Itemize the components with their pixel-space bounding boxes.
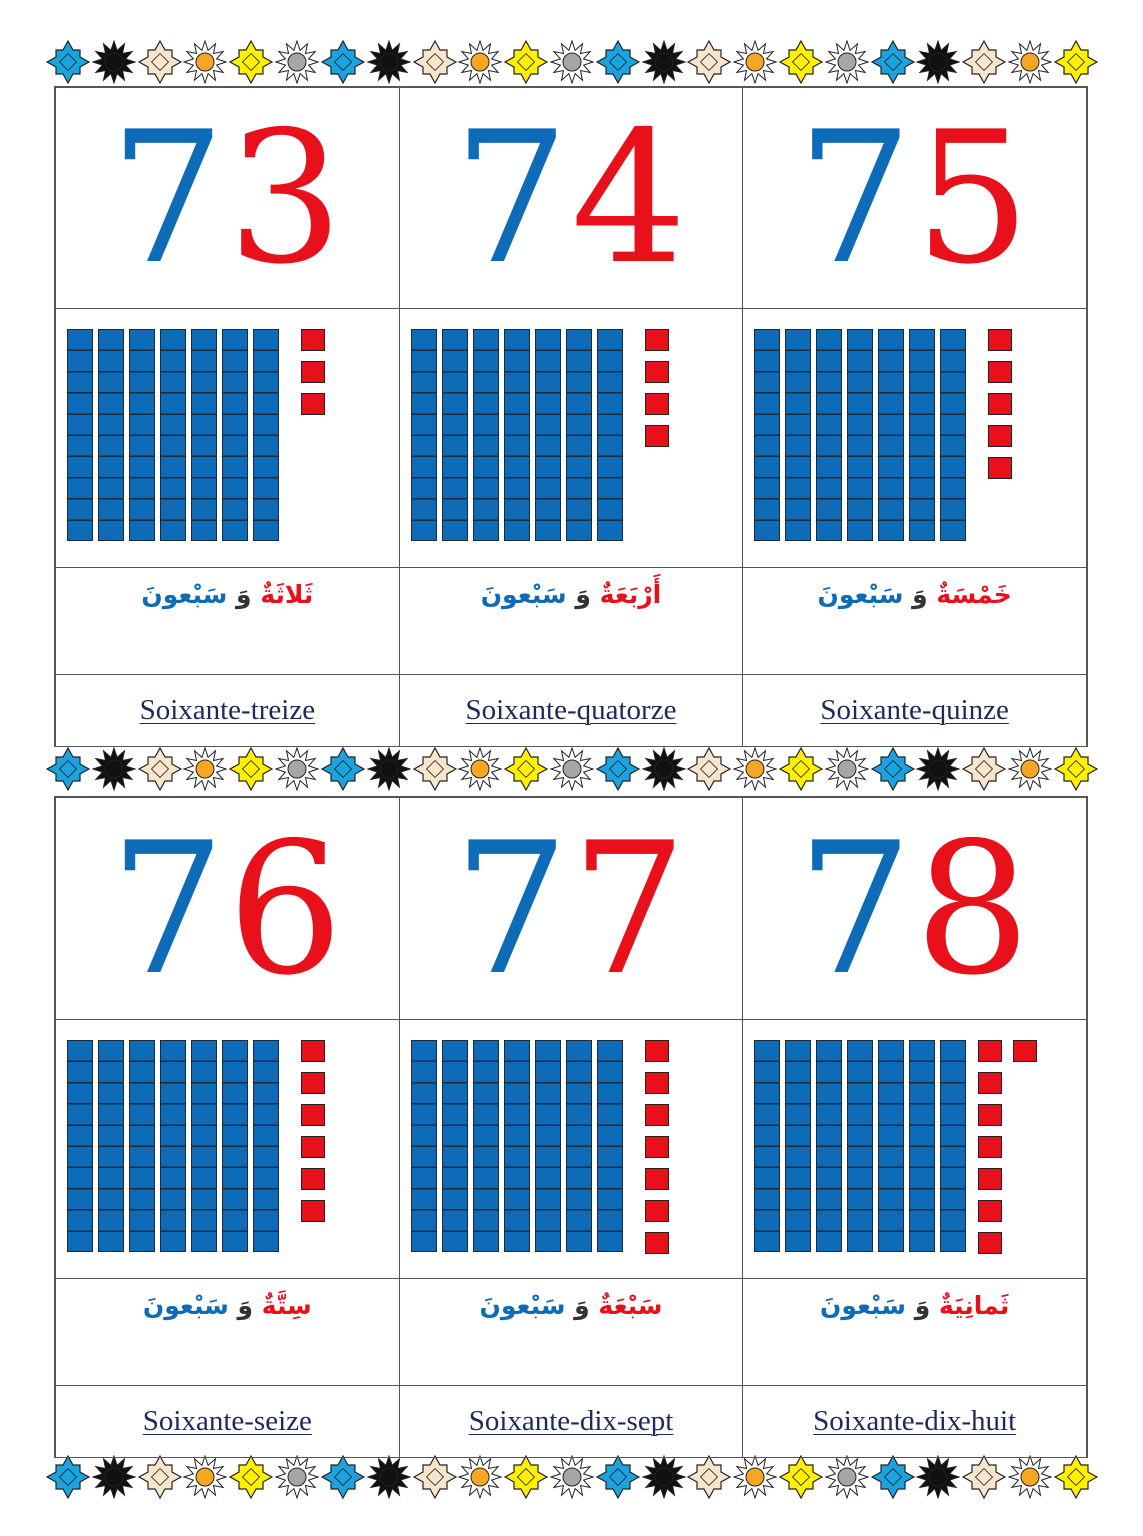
ten-rod xyxy=(98,329,124,541)
black-sun-icon xyxy=(642,1455,686,1499)
ten-rod xyxy=(878,1040,904,1252)
unit-cube xyxy=(978,1136,1002,1158)
ten-rod xyxy=(597,329,623,541)
cream-star-tile-icon xyxy=(962,747,1006,791)
base-ten-blocks-cell xyxy=(743,309,1087,568)
arabic-units-word: خَمْسَةٌ xyxy=(936,580,1012,609)
french-number-name xyxy=(56,1386,400,1458)
arabic-units-word: سِتَّةٌ xyxy=(261,1291,312,1320)
border-top xyxy=(46,37,1098,87)
ten-rod xyxy=(940,1040,966,1252)
arabic-number-name xyxy=(399,1279,743,1386)
ten-rod xyxy=(253,1040,279,1252)
arabic-units-word: ثَلاثَةٌ xyxy=(260,580,314,609)
ones-digit: 7 xyxy=(570,802,689,1015)
arabic-units-word: أَرْبَعَةٌ xyxy=(599,580,662,609)
cream-star-tile-icon xyxy=(138,40,182,84)
unit-cube xyxy=(978,1232,1002,1254)
unit-cube xyxy=(978,1040,1002,1062)
number-cell xyxy=(743,798,1087,1020)
orange-sun-icon xyxy=(1008,1455,1052,1499)
ten-rod xyxy=(785,1040,811,1252)
arabic-number-name xyxy=(399,568,743,675)
ten-rod xyxy=(504,1040,530,1252)
ten-rod xyxy=(847,1040,873,1252)
gray-sun-icon xyxy=(275,40,319,84)
number-cell xyxy=(399,88,743,309)
cream-star-tile-icon xyxy=(687,747,731,791)
black-sun-icon xyxy=(642,747,686,791)
ten-rod xyxy=(754,1040,780,1252)
ten-rod xyxy=(816,1040,842,1252)
unit-cube xyxy=(301,1200,325,1222)
ones-digit: 3 xyxy=(227,92,346,304)
unit-cube xyxy=(301,361,325,383)
unit-cubes xyxy=(301,329,325,415)
black-sun-icon xyxy=(916,747,960,791)
french-word: Soixante-dix-huit xyxy=(813,1405,1017,1437)
french-word: Soixante-treize xyxy=(139,694,316,726)
unit-cube xyxy=(978,1200,1002,1222)
base-ten-blocks xyxy=(56,309,399,567)
cream-star-tile-icon xyxy=(962,40,1006,84)
unit-cube xyxy=(301,1168,325,1190)
ten-rod xyxy=(535,1040,561,1252)
unit-cube xyxy=(645,329,669,351)
orange-sun-icon xyxy=(183,1455,227,1499)
blue-star-tile-icon xyxy=(321,40,365,84)
blue-star-tile-icon xyxy=(596,40,640,84)
french-number-name xyxy=(56,675,400,747)
number-cell xyxy=(56,88,400,309)
tens-digit: 7 xyxy=(453,92,571,304)
base-ten-blocks-cell xyxy=(743,1020,1087,1279)
unit-cube xyxy=(978,1104,1002,1126)
french-word: Soixante-quatorze xyxy=(465,694,677,726)
ten-rod xyxy=(754,329,780,541)
base-ten-blocks xyxy=(56,1020,399,1278)
blue-star-tile-icon xyxy=(871,747,915,791)
arabic-and: وَ xyxy=(236,580,252,609)
base-ten-blocks xyxy=(743,1020,1086,1278)
number-cell xyxy=(743,88,1087,309)
cream-star-tile-icon xyxy=(413,747,457,791)
ten-rod xyxy=(442,329,468,541)
gray-sun-icon xyxy=(275,1455,319,1499)
blue-star-tile-icon xyxy=(321,747,365,791)
arabic-and: وَ xyxy=(575,580,591,609)
arabic-tens-word: سَبْعونَ xyxy=(479,1291,566,1320)
unit-cube xyxy=(988,425,1012,447)
ones-digit: 6 xyxy=(227,802,346,1015)
orange-sun-icon xyxy=(1008,747,1052,791)
ten-rod xyxy=(535,329,561,541)
cream-star-tile-icon xyxy=(413,1455,457,1499)
ten-rod xyxy=(222,1040,248,1252)
black-sun-icon xyxy=(916,40,960,84)
unit-cube xyxy=(645,1072,669,1094)
unit-cube xyxy=(645,1168,669,1190)
blue-star-tile-icon xyxy=(871,40,915,84)
cream-star-tile-icon xyxy=(413,40,457,84)
unit-cubes xyxy=(301,1040,325,1222)
cream-star-tile-icon xyxy=(687,1455,731,1499)
gray-sun-icon xyxy=(550,40,594,84)
unit-cube xyxy=(988,329,1012,351)
blue-star-tile-icon xyxy=(321,1455,365,1499)
black-sun-icon xyxy=(92,747,136,791)
unit-cube xyxy=(301,1040,325,1062)
ten-rod xyxy=(67,329,93,541)
yellow-star-tile-icon xyxy=(504,1455,548,1499)
black-sun-icon xyxy=(367,747,411,791)
border-bottom xyxy=(46,1452,1098,1502)
ten-rods xyxy=(754,1040,966,1252)
tens-digit: 7 xyxy=(109,92,228,304)
tens-digit: 7 xyxy=(796,92,915,304)
french-number-name xyxy=(743,675,1087,747)
unit-cube xyxy=(301,393,325,415)
ten-rods xyxy=(411,329,623,541)
yellow-star-tile-icon xyxy=(779,1455,823,1499)
ten-rod xyxy=(98,1040,124,1252)
unit-cubes xyxy=(645,329,669,447)
border-middle xyxy=(46,744,1098,794)
yellow-star-tile-icon xyxy=(1054,747,1098,791)
french-word: Soixante-seize xyxy=(142,1405,312,1437)
unit-cube xyxy=(978,1072,1002,1094)
base-ten-blocks-cell xyxy=(399,1020,743,1279)
number-card-grid-2 xyxy=(54,796,1088,1458)
ten-rod xyxy=(816,329,842,541)
arabic-and: وَ xyxy=(912,580,928,609)
french-number-name xyxy=(743,1386,1087,1458)
ten-rod xyxy=(878,329,904,541)
yellow-star-tile-icon xyxy=(229,40,273,84)
unit-cube xyxy=(645,1136,669,1158)
ten-rod xyxy=(940,329,966,541)
base-ten-blocks xyxy=(400,1020,743,1278)
ten-rod xyxy=(191,1040,217,1252)
orange-sun-icon xyxy=(458,747,502,791)
orange-sun-icon xyxy=(458,40,502,84)
unit-cube xyxy=(301,1104,325,1126)
unit-cube xyxy=(301,329,325,351)
ones-digit: 5 xyxy=(914,92,1033,304)
blue-star-tile-icon xyxy=(46,40,90,84)
unit-cube xyxy=(301,1136,325,1158)
number-card-grid-1 xyxy=(54,86,1088,747)
unit-cube xyxy=(645,1104,669,1126)
yellow-star-tile-icon xyxy=(779,747,823,791)
yellow-star-tile-icon xyxy=(229,1455,273,1499)
cream-star-tile-icon xyxy=(687,40,731,84)
arabic-and: وَ xyxy=(574,1291,590,1320)
ten-rod xyxy=(909,329,935,541)
ten-rod xyxy=(597,1040,623,1252)
black-sun-icon xyxy=(642,40,686,84)
arabic-tens-word: سَبْعونَ xyxy=(820,1291,906,1320)
ten-rod xyxy=(566,329,592,541)
unit-cubes xyxy=(1013,1040,1037,1062)
arabic-and: وَ xyxy=(237,1291,254,1320)
ten-rod xyxy=(504,329,530,541)
blue-star-tile-icon xyxy=(46,1455,90,1499)
gray-sun-icon xyxy=(550,747,594,791)
cream-star-tile-icon xyxy=(138,1455,182,1499)
tens-digit: 7 xyxy=(796,802,915,1015)
ten-rod xyxy=(473,329,499,541)
unit-cube xyxy=(978,1168,1002,1190)
ten-rod xyxy=(411,1040,437,1252)
ten-rod xyxy=(473,1040,499,1252)
arabic-number-name xyxy=(56,568,400,675)
unit-cube xyxy=(301,1072,325,1094)
ten-rod xyxy=(909,1040,935,1252)
arabic-units-word: سَبْعَةٌ xyxy=(598,1291,663,1320)
yellow-star-tile-icon xyxy=(1054,1455,1098,1499)
french-word: Soixante-quinze xyxy=(820,694,1009,726)
black-sun-icon xyxy=(92,40,136,84)
gray-sun-icon xyxy=(550,1455,594,1499)
base-ten-blocks-cell xyxy=(399,309,743,568)
yellow-star-tile-icon xyxy=(504,747,548,791)
french-number-name xyxy=(399,675,743,747)
arabic-number-name xyxy=(743,1279,1087,1386)
black-sun-icon xyxy=(92,1455,136,1499)
unit-cube xyxy=(645,1040,669,1062)
unit-cubes xyxy=(645,1040,669,1254)
yellow-star-tile-icon xyxy=(779,40,823,84)
ten-rod xyxy=(847,329,873,541)
arabic-and: وَ xyxy=(914,1291,931,1320)
number-cell xyxy=(399,798,743,1020)
ten-rods xyxy=(411,1040,623,1252)
ten-rod xyxy=(191,329,217,541)
unit-cube xyxy=(645,1232,669,1254)
blue-star-tile-icon xyxy=(871,1455,915,1499)
ten-rods xyxy=(754,329,966,541)
arabic-tens-word: سَبْعونَ xyxy=(142,1291,229,1320)
number-cell xyxy=(56,798,400,1020)
gray-sun-icon xyxy=(825,747,869,791)
base-ten-blocks xyxy=(743,309,1086,567)
blue-star-tile-icon xyxy=(46,747,90,791)
ten-rod xyxy=(67,1040,93,1252)
unit-cube xyxy=(645,393,669,415)
unit-cube xyxy=(988,361,1012,383)
arabic-tens-word: سَبْعونَ xyxy=(480,580,567,609)
arabic-number-name xyxy=(56,1279,400,1386)
french-word: Soixante-dix-sept xyxy=(468,1405,674,1437)
orange-sun-icon xyxy=(183,40,227,84)
arabic-units-word: ثَمانِيَةٌ xyxy=(938,1291,1010,1320)
unit-cubes xyxy=(988,329,1012,479)
blue-star-tile-icon xyxy=(596,747,640,791)
unit-cube xyxy=(988,457,1012,479)
yellow-star-tile-icon xyxy=(229,747,273,791)
ten-rod xyxy=(129,329,155,541)
ten-rods xyxy=(67,1040,279,1252)
ones-digit: 8 xyxy=(914,802,1033,1015)
orange-sun-icon xyxy=(183,747,227,791)
orange-sun-icon xyxy=(1008,40,1052,84)
cream-star-tile-icon xyxy=(138,747,182,791)
orange-sun-icon xyxy=(458,1455,502,1499)
ones-digit: 4 xyxy=(570,92,689,304)
unit-cube xyxy=(988,393,1012,415)
orange-sun-icon xyxy=(733,747,777,791)
arabic-tens-word: سَبْعونَ xyxy=(817,580,904,609)
ten-rod xyxy=(411,329,437,541)
cream-star-tile-icon xyxy=(962,1455,1006,1499)
base-ten-blocks xyxy=(400,309,743,567)
ten-rod xyxy=(785,329,811,541)
unit-cube xyxy=(1013,1040,1037,1062)
black-sun-icon xyxy=(367,1455,411,1499)
gray-sun-icon xyxy=(275,747,319,791)
ten-rod xyxy=(160,1040,186,1252)
ten-rod xyxy=(442,1040,468,1252)
black-sun-icon xyxy=(367,40,411,84)
base-ten-blocks-cell xyxy=(56,1020,400,1279)
ten-rod xyxy=(222,329,248,541)
yellow-star-tile-icon xyxy=(504,40,548,84)
ten-rod xyxy=(566,1040,592,1252)
ten-rod xyxy=(160,329,186,541)
yellow-star-tile-icon xyxy=(1054,40,1098,84)
arabic-number-name xyxy=(743,568,1087,675)
unit-cube xyxy=(645,1200,669,1222)
tens-digit: 7 xyxy=(453,802,571,1015)
french-number-name xyxy=(399,1386,743,1458)
orange-sun-icon xyxy=(733,40,777,84)
gray-sun-icon xyxy=(825,40,869,84)
tens-digit: 7 xyxy=(109,802,228,1015)
black-sun-icon xyxy=(916,1455,960,1499)
unit-cube xyxy=(645,425,669,447)
orange-sun-icon xyxy=(733,1455,777,1499)
ten-rod xyxy=(129,1040,155,1252)
unit-cubes xyxy=(978,1040,1002,1254)
blue-star-tile-icon xyxy=(596,1455,640,1499)
gray-sun-icon xyxy=(825,1455,869,1499)
unit-cube xyxy=(645,361,669,383)
ten-rod xyxy=(253,329,279,541)
ten-rods xyxy=(67,329,279,541)
arabic-tens-word: سَبْعونَ xyxy=(141,580,228,609)
base-ten-blocks-cell xyxy=(56,309,400,568)
